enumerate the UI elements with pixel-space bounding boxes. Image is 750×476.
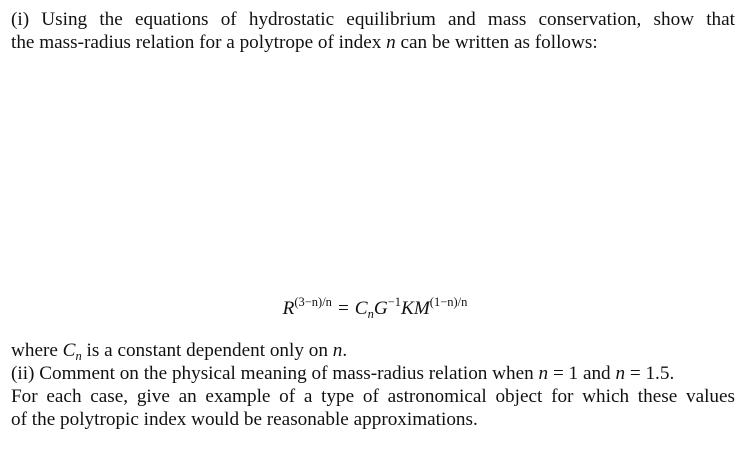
eq-radius: R	[282, 298, 295, 319]
eq-equals: =	[337, 298, 349, 319]
part-ii-n-second: n	[615, 363, 626, 384]
mass-radius-equation	[0, 296, 750, 322]
part-ii-n-first: n	[538, 363, 549, 384]
part-i-line-2	[11, 31, 735, 54]
where-start: where	[11, 340, 63, 361]
part-i-line-2-text: the mass-radius relation for a polytrope of index	[11, 32, 387, 53]
where-constant: C	[62, 340, 76, 361]
eq-radius-exponent: (3−n)/n	[294, 295, 332, 309]
part-ii-equals-one-point-five: = 1.5.	[625, 363, 675, 384]
eq-polytropic-constant: K	[401, 298, 414, 319]
eq-mass: M	[413, 298, 430, 319]
part-ii-line-1	[11, 362, 735, 385]
part-i-line-2-end: can be written as follows:	[395, 32, 598, 53]
part-ii-equals-one: = 1 and	[548, 363, 616, 384]
eq-gravitational-constant: G	[373, 298, 388, 319]
eq-constant-subscript: n	[367, 307, 374, 321]
part-ii-line-2: For each case, give an example of a type of astronomical object for which these values	[11, 386, 735, 407]
eq-constant: C	[354, 298, 368, 319]
part-i-line-1: (i) Using the equations of hydrostatic equilibrium and mass conservation, show that	[11, 9, 735, 30]
question-part-ii	[11, 339, 735, 431]
part-ii-start: (ii) Comment on the physical meaning of mass-radius relation when	[11, 363, 539, 384]
where-end: .	[342, 340, 348, 361]
eq-g-exponent: −1	[387, 295, 401, 309]
part-ii-line-3: of the polytropic index would be reasonable approximations.	[11, 409, 478, 430]
polytrope-index-variable: n	[386, 32, 396, 53]
where-variable: n	[332, 340, 343, 361]
where-constant-subscript: n	[75, 349, 82, 363]
where-line	[11, 339, 735, 362]
eq-mass-exponent: (1−n)/n	[429, 295, 468, 309]
where-mid: is a constant dependent only on	[81, 340, 333, 361]
question-part-i	[11, 8, 735, 54]
